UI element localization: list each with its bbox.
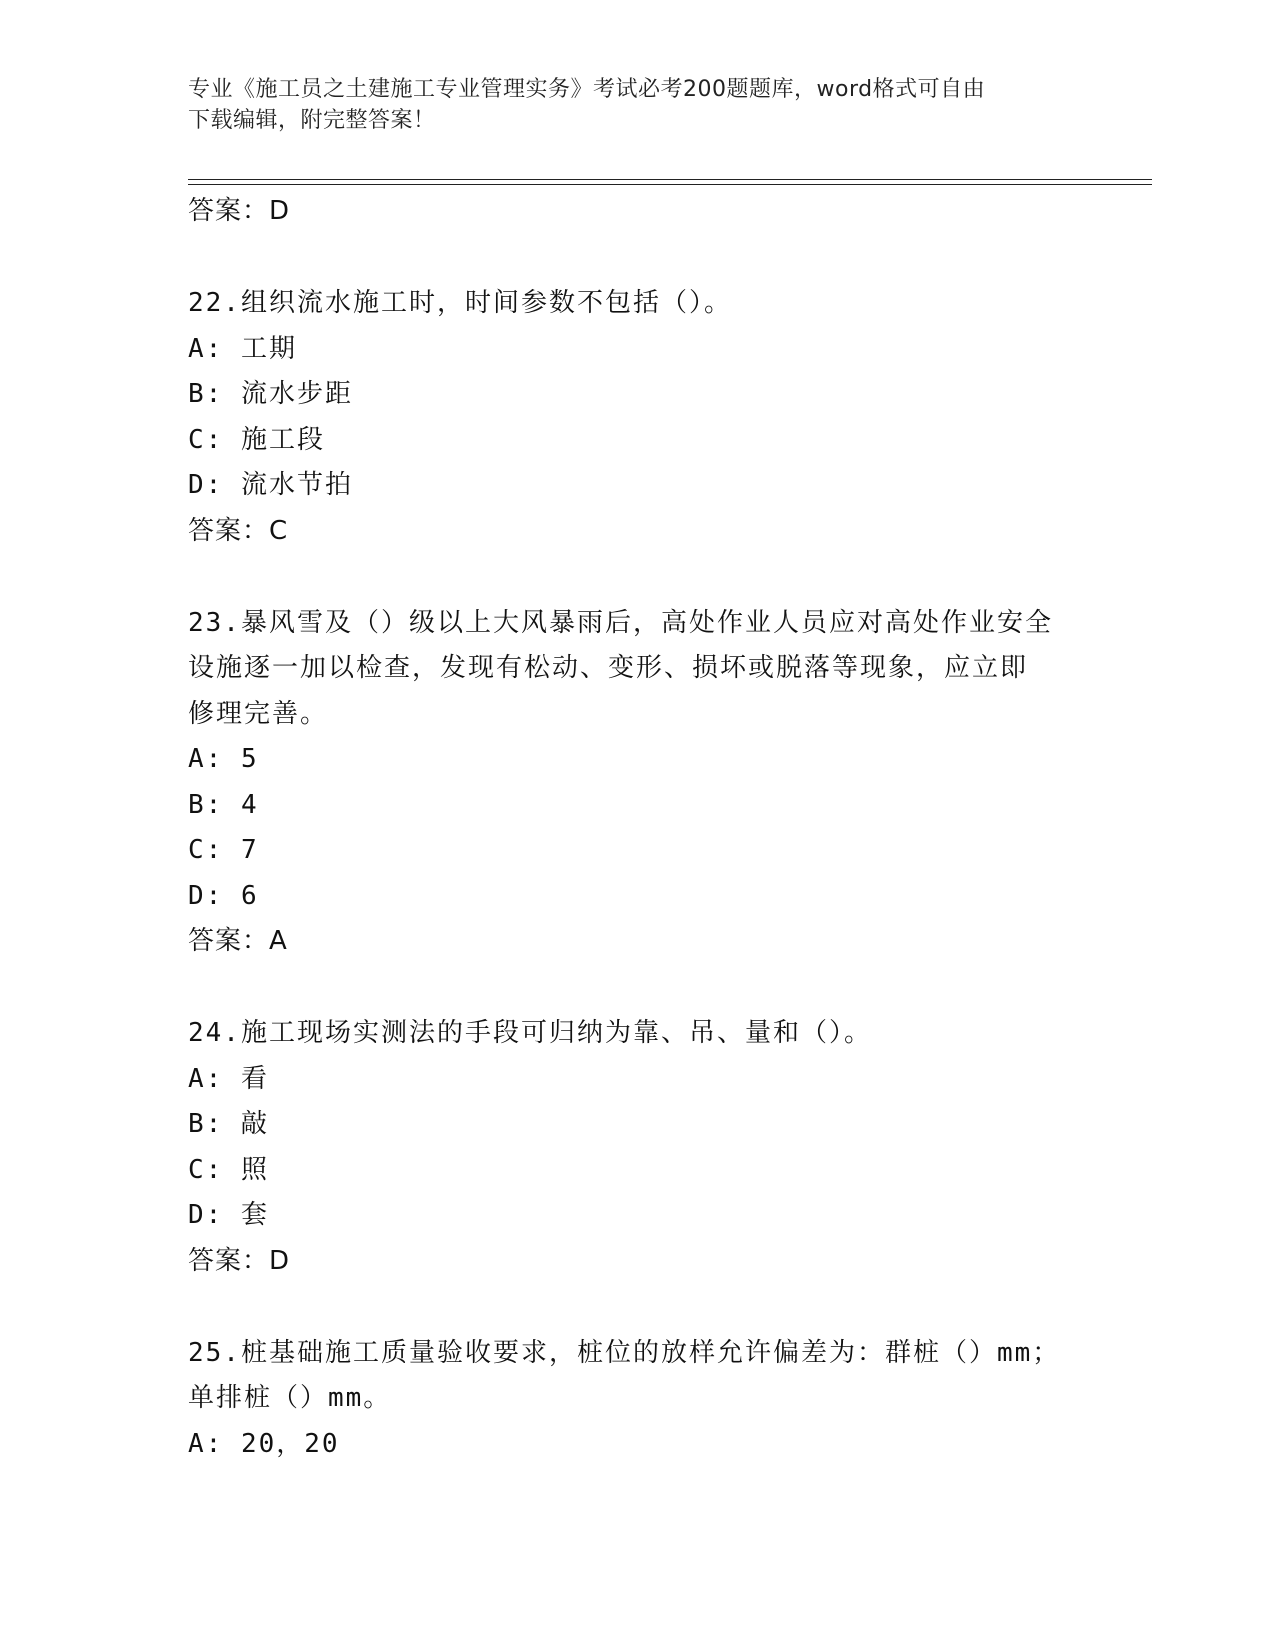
answer-line: 答案：C: [188, 515, 289, 546]
question-list: [188, 189, 1088, 1467]
option-c: C: 7: [188, 835, 259, 865]
question-stem: 24.施工现场实测法的手段可归纳为靠、吊、量和（）。: [188, 1018, 872, 1048]
option-a: A: 20，20: [188, 1428, 340, 1459]
option-d: D: 流水节拍: [188, 470, 353, 500]
option-c: C: 照: [188, 1154, 269, 1185]
question-25: [188, 1331, 1088, 1468]
option-d: D: 套: [188, 1200, 269, 1230]
header-divider-bottom: [188, 184, 1152, 185]
option-d: D: 6: [188, 880, 259, 911]
header-line-1: 专业《施工员之土建施工专业管理实务》考试必考200题题库，word格式可自由: [188, 77, 986, 102]
answer-line: 答案：A: [188, 926, 288, 956]
header-line-2: 下载编辑，附完整答案！: [188, 108, 436, 133]
question-stem: 22.组织流水施工时，时间参数不包括（）。: [188, 288, 732, 318]
question-stem-line: 单排桩（）mm。: [188, 1383, 392, 1413]
question-22: [188, 281, 1088, 554]
option-a: A: 5: [188, 744, 259, 774]
question-24: [188, 1011, 1088, 1284]
option-c: C: 施工段: [188, 424, 325, 455]
answer-line: 答案：D: [188, 196, 291, 226]
option-b: B: 流水步距: [188, 379, 353, 409]
document-header: [188, 74, 1068, 136]
answer-line: 答案：D: [188, 1245, 291, 1276]
header-divider-top: [188, 179, 1152, 180]
question-stem-line: 设施逐一加以检查，发现有松动、变形、损坏或脱落等现象，应立即: [188, 653, 1029, 683]
option-a: A: 工期: [188, 333, 297, 364]
option-b: B: 敲: [188, 1109, 269, 1139]
question-stem-line: 修理完善。: [188, 698, 329, 729]
option-b: B: 4: [188, 789, 259, 820]
question-23: [188, 601, 1088, 965]
question-stem-line: 23.暴风雪及（）级以上大风暴雨后，高处作业人员应对高处作业安全: [188, 607, 1053, 638]
question-stem-line: 25.桩基础施工质量验收要求，桩位的放样允许偏差为：群桩（）mm；: [188, 1337, 1061, 1368]
option-a: A: 看: [188, 1063, 269, 1094]
